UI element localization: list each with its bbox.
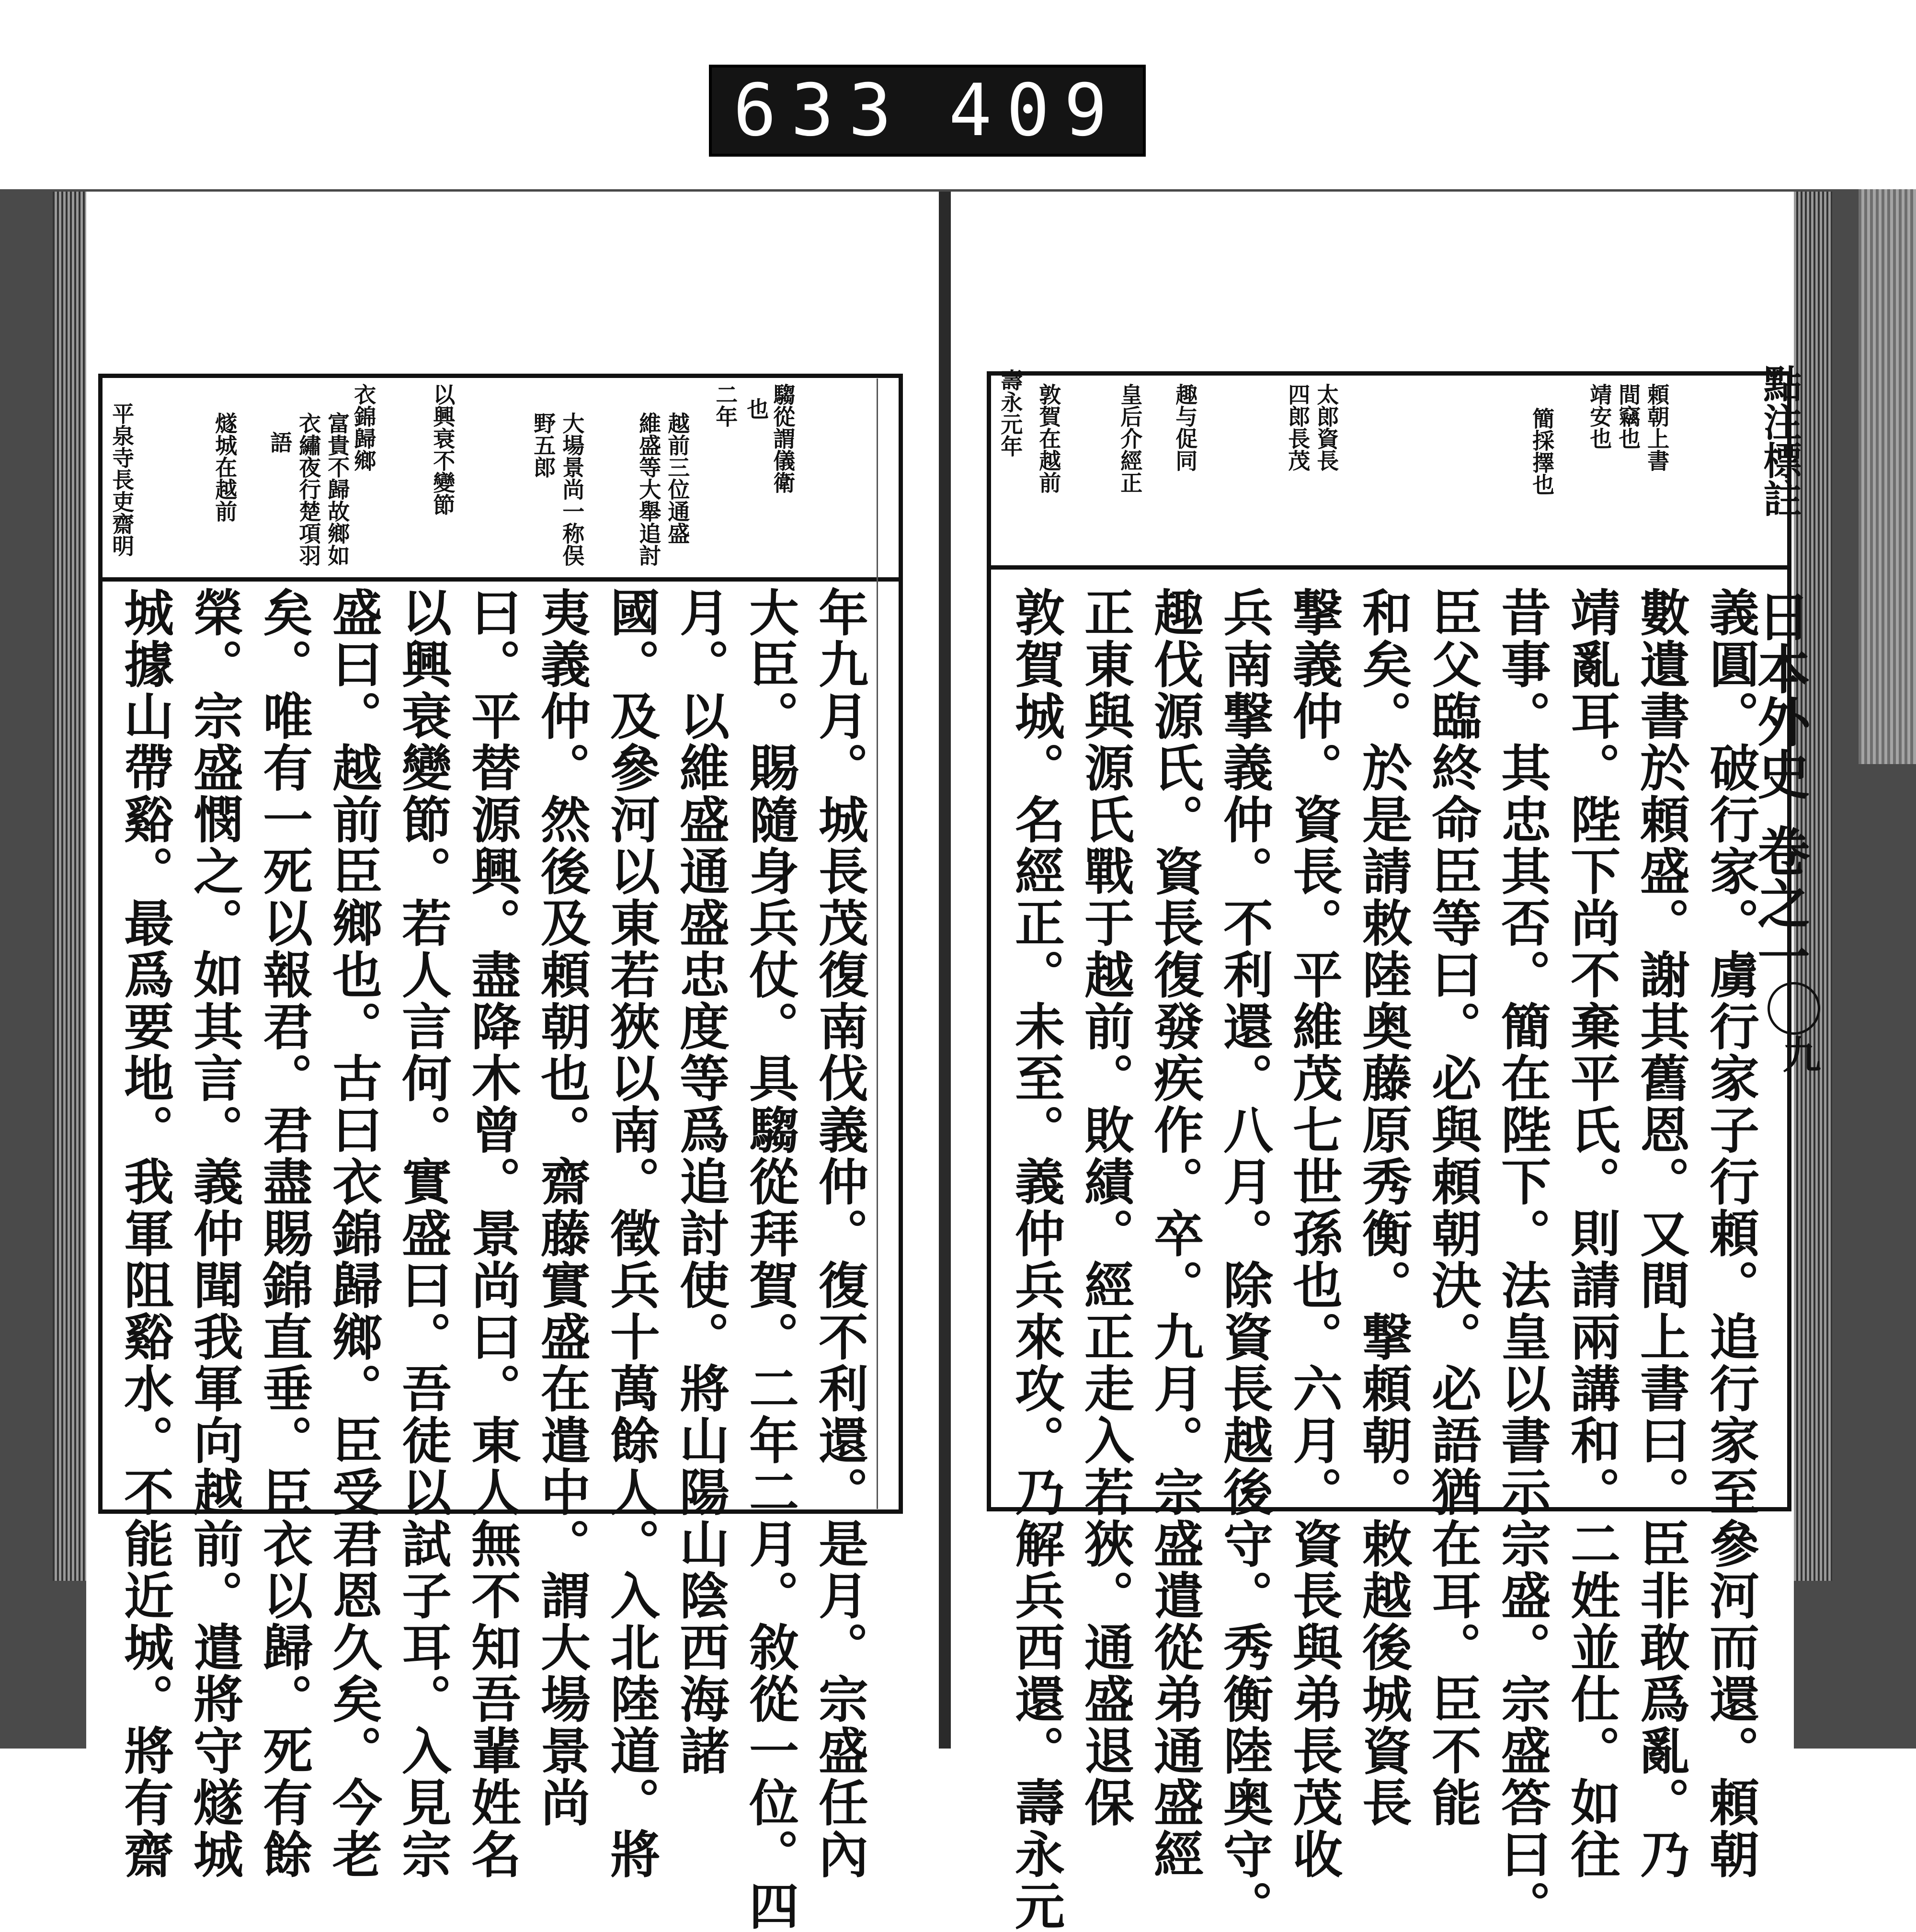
left-text-column: 月。以維盛通盛忠度等爲追討使。將山陽山陰西海諸: [671, 587, 730, 1777]
left-note: 維盛等大舉追討: [636, 412, 662, 566]
right-note: 頼朝上書: [1644, 383, 1670, 471]
left-note: 以興衰不變節: [430, 383, 456, 515]
right-note: 四郎長茂: [1285, 383, 1311, 471]
label-number-left: 633: [733, 69, 906, 152]
left-text-column: 矣。唯有一死以報君。君盡賜錦直垂。臣衣以歸。死有餘: [254, 587, 313, 1880]
right-note: 趣与促同: [1172, 383, 1198, 471]
right-note: 壽永元年: [997, 369, 1024, 457]
right-note: 簡採擇也: [1529, 407, 1555, 495]
right-note: 皇后介經正: [1117, 383, 1143, 493]
right-text-column: 正東與源氏戰于越前。敗績。經正走入若狹。通盛退保: [1076, 587, 1135, 1829]
header-runner: 點注標註: [1757, 364, 1802, 517]
left-note: 富貴不歸故鄉如: [324, 412, 351, 566]
scan-edge-noise: [1859, 189, 1916, 764]
left-note: 越前三位通盛: [664, 412, 691, 544]
right-note: 敦賀在越前: [1036, 383, 1062, 493]
left-note: 語: [267, 431, 293, 453]
right-note: 間竊也: [1615, 383, 1642, 449]
left-text-column: 城據山帶谿。最爲要地。我軍阻谿水。不能近城。將有齋: [115, 587, 174, 1880]
book-edge-left: [53, 192, 86, 1581]
left-note: 衣錦歸鄉: [351, 383, 377, 471]
right-text-column: 臣父臨終命臣等曰。必與頼朝決。必語猶在耳。臣不能: [1423, 587, 1482, 1829]
right-text-column: 敦賀城。名經正。未至。義仲兵來攻。乃解兵西還。壽永元: [1006, 587, 1065, 1932]
right-text-column: 和矣。於是請敕陸奥藤原秀衡。撃頼朝。敕越後城資長: [1354, 587, 1413, 1829]
left-text-column: 夷義仲。然後及頼朝也。齋藤實盛在遣中。謂大場景尚: [532, 587, 591, 1829]
right-text-column: 昔事。其忠其否。簡在陛下。法皇以書示宗盛。宗盛答曰。: [1493, 587, 1551, 1932]
right-note: 靖安也: [1586, 383, 1613, 449]
right-page-note-divider: [987, 565, 1791, 570]
right-note: 太郎資長: [1313, 383, 1340, 471]
volume-runner: 卷之一: [1749, 824, 1811, 982]
left-note: 騶從謂儀衛: [770, 383, 796, 493]
left-text-column: 盛曰。越前臣鄉也。古曰衣錦歸鄉。臣受君恩久矣。今老: [324, 587, 383, 1880]
left-text-column: 國。及參河以東若狹以南。徵兵十萬餘人。入北陸道。將: [602, 587, 661, 1880]
left-page-note-divider: [98, 577, 903, 582]
left-note: 燧城在越前: [212, 412, 238, 522]
page-number: 九: [1776, 1035, 1821, 1073]
left-text-column: 榮。宗盛憫之。如其言。義仲聞我軍向越前。遣將守燧城: [185, 587, 244, 1880]
left-note: 衣繡夜行楚項羽: [296, 412, 322, 566]
right-text-column: 撃義仲。資長。平維茂七世孫也。六月。資長與弟長茂收: [1284, 587, 1343, 1880]
left-note: 二年: [712, 383, 739, 427]
book-gutter: [939, 192, 951, 1749]
page-number-circle: [1768, 982, 1820, 1035]
left-page-inner-rule: [877, 378, 878, 1509]
left-text-column: 曰。平替源興。盡降木曾。景尚曰。東人無不知吾輩姓名: [463, 587, 522, 1880]
right-text-column: 靖亂耳。陛下尚不棄平氏。則請兩講和。二姓並仕。如往: [1562, 587, 1621, 1880]
left-note: 野五郎: [530, 412, 557, 478]
archive-number-label: [709, 65, 1146, 157]
left-note: 平泉寺長吏齋明: [109, 402, 135, 557]
right-text-column: 數遺書於頼盛。謝其舊恩。又間上書曰。臣非敢爲亂。乃: [1631, 587, 1690, 1880]
left-text-column: 年九月。城長茂復南伐義仲。復不利還。是月。宗盛任內: [810, 587, 869, 1880]
title-runner: 日本外史: [1749, 589, 1811, 800]
right-text-column: 義圓。破行家。虜行家子行頼。追行家至參河而還。頼朝: [1701, 587, 1760, 1880]
left-text-column: 以興衰變節。若人言何。實盛曰。吾徒以試子耳。入見宗: [393, 587, 452, 1880]
left-note: 大場景尚一称俣: [559, 412, 585, 566]
right-text-column: 兵南撃義仲。不利還。八月。除資長越後守。秀衡陸奥守。: [1215, 587, 1274, 1932]
left-note: 也: [743, 398, 770, 420]
right-text-column: 趣伐源氏。資長復發疾作。卒。九月。宗盛遣從弟通盛經: [1145, 587, 1204, 1880]
left-text-column: 大臣。賜隨身兵仗。具騶從拜賀。二年二月。敘從一位。四: [741, 587, 799, 1932]
label-number-right: 409: [948, 69, 1122, 152]
